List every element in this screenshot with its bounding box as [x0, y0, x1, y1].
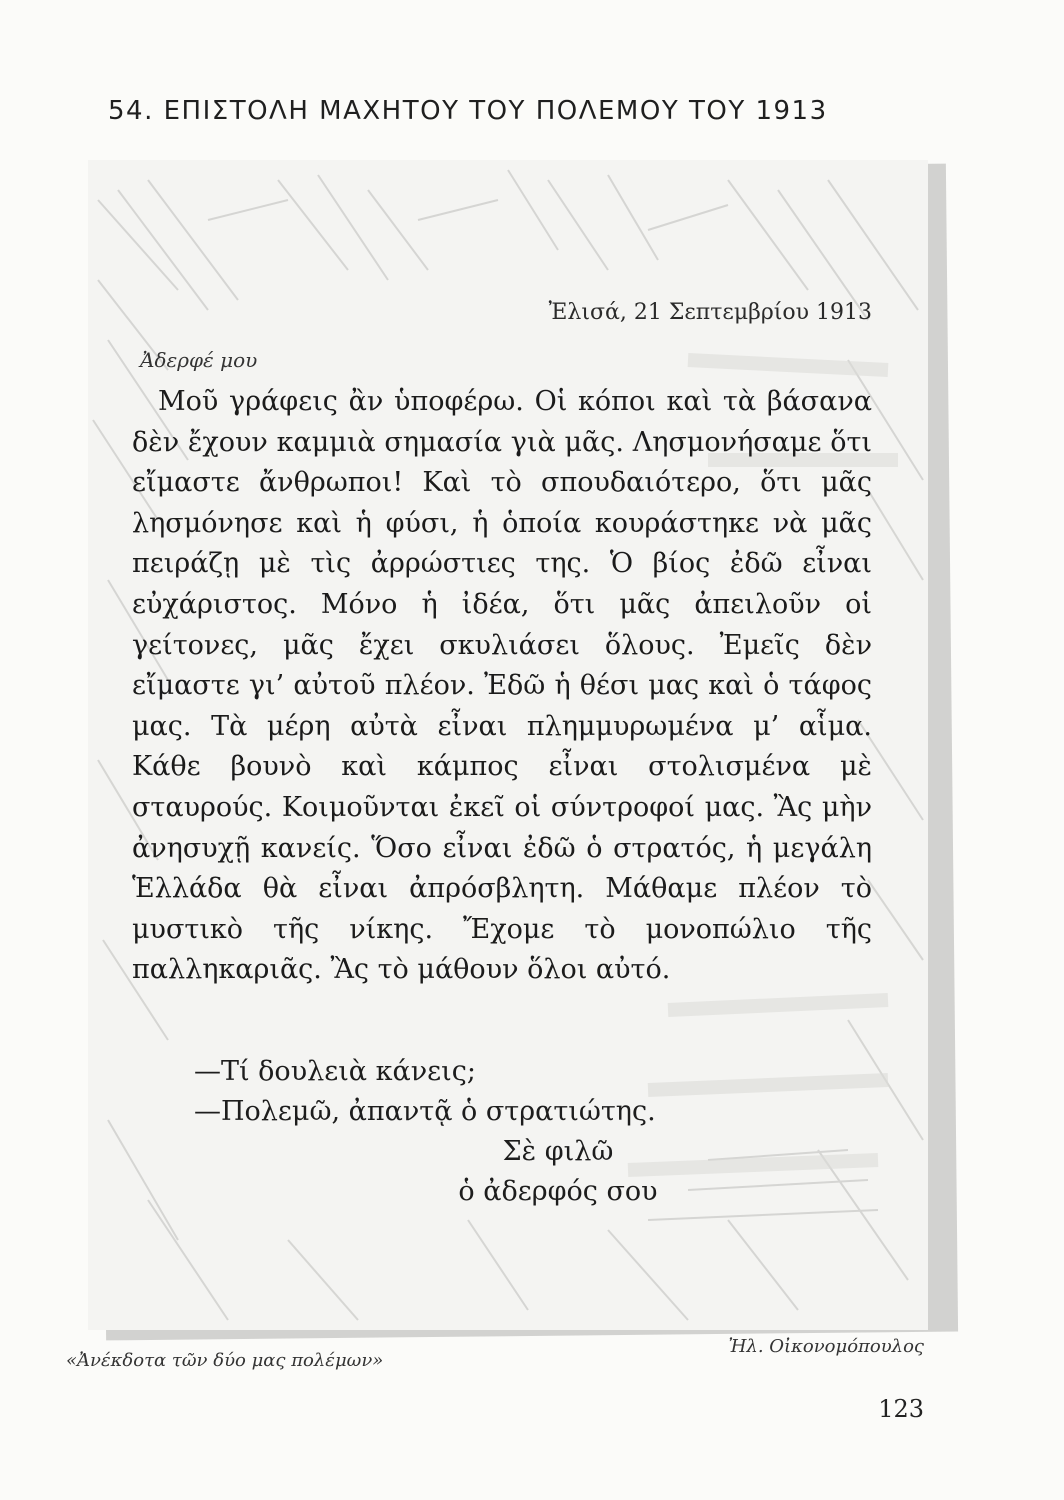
closing-line-kiss: Σὲ φιλῶ	[502, 1136, 614, 1167]
letter-paper	[88, 160, 928, 1330]
chapter-heading: 54. ΕΠΙΣΤΟΛΗ ΜΑΧΗΤΟΥ ΤΟΥ ΠΟΛΕΜΟΥ ΤΟΥ 1913	[108, 96, 828, 126]
letter-content	[88, 160, 928, 1330]
author-credit: Ἠλ. Οἰκονομόπουλος	[728, 1336, 924, 1357]
dialogue-line-question: —Τί δουλειὰ κάνεις;	[194, 1056, 476, 1087]
closing-line-signature: ὁ ἀδερφός σου	[458, 1176, 658, 1207]
letter-dialogue	[194, 1052, 656, 1132]
letter-body	[132, 382, 872, 991]
letter-salutation: Ἀδερφέ μου	[140, 348, 258, 372]
dialogue-line-answer: —Πολεμῶ, ἀπαντᾷ ὁ στρατιώτης.	[194, 1096, 656, 1127]
source-citation: «Ἀνέκδοτα τῶν δύο μας πολέμων»	[66, 1350, 384, 1371]
page-number: 123	[878, 1395, 924, 1423]
letter-paragraph: Μοῦ γράφεις ἂν ὑποφέρω. Οἱ κόποι καὶ τὰ βάσανα δὲν ἔχουν καμμιὰ σημασία γιὰ μᾶς. Λησμονήσαμε ὅτι εἴμαστε ἄνθρωποι! Καὶ τὸ σπουδαιότερο, ὅτι μᾶς λησμόνησε καὶ ἡ φύσι, ἡ ὁποία κουράστηκε νὰ μᾶς πειράζῃ μὲ τὶς ἀρρώστιες της. Ὁ βίος ἐδῶ εἶναι εὐχάριστος. Μόνο ἡ ἰδέα, ὅτι μᾶς ἀπειλοῦν οἱ γείτονες, μᾶς ἔχει σκυλιάσει ὅλους. Ἐμεῖς δὲν εἴμαστε γι’ αὐτοῦ πλέον. Ἐδῶ ἡ θέσι μας καὶ ὁ τάφος μας. Τὰ μέρη αὐτὰ εἶναι πλημμυρωμένα μ’ αἷμα. Κάθε βουνὸ καὶ κάμπος εἶναι στολισμένα μὲ σταυρούς. Κοιμοῦνται ἐκεῖ οἱ σύντροφοί μας. Ἂς μὴν ἀνησυχῇ κανείς. Ὅσο εἶναι ἐδῶ ὁ στρατός, ἡ μεγάλη Ἑλλάδα θὰ εἶναι ἀπρόσβλητη. Μάθαμε πλέον τὸ μυστικὸ τῆς νίκης. Ἔχομε τὸ μονοπώλιο τῆς παλληκαριᾶς. Ἂς τὸ μάθουν ὅλοι αὐτό.	[132, 386, 872, 986]
letter-closing	[448, 1132, 668, 1212]
letter-date: Ἐλισά, 21 Σεπτεμβρίου 1913	[548, 300, 872, 325]
